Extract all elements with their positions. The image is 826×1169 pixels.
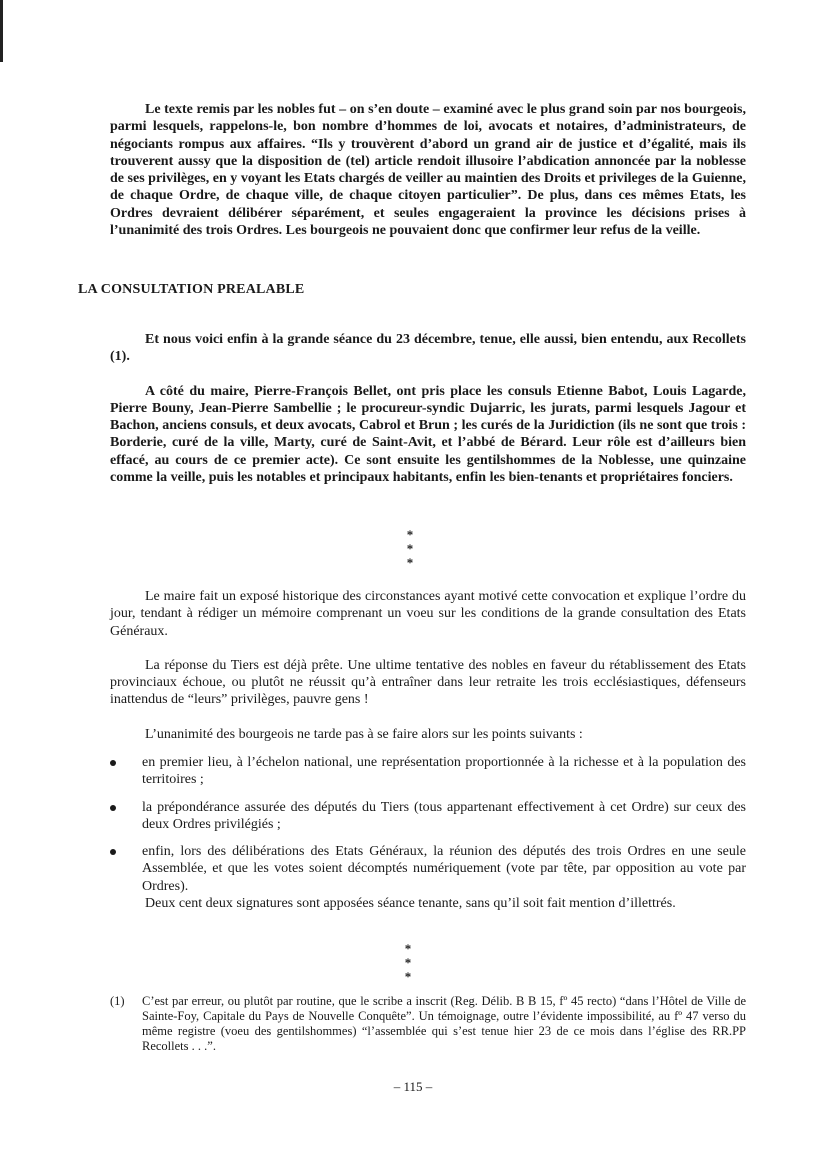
bullet-icon xyxy=(110,760,116,766)
page-number: – 115 – xyxy=(393,1079,433,1094)
intro-section xyxy=(110,101,746,239)
consultation-section xyxy=(110,331,746,486)
closing-section xyxy=(110,895,746,912)
meeting-section xyxy=(110,588,746,743)
paragraph-participants: A côté du maire, Pierre-François Bellet, ont pris place les consuls Etienne Babot, Louis Lagarde, Pierre Bouny, Jean-Pierre Sambellie ; le procureur-syndic Dujarric, les jurats, parmi lesquels Jagour et Bachon, anciens consuls, et deux avocats, Cabrol et Brun ; les curés de la Juridiction (ils ne sont que trois : Borderie, curé de la ville, Marty, curé de Saint-Avit, et l’abbé de Bérard. Leur rôle est d’ailleurs bien effacé, au cours de ce premier acte). Ce sont ensuite les gentilshommes de la Noblesse, une quinzaine comme la veille, puis les notables et principaux habitants, enfin les bien-tenants et propriétaires fonciers. xyxy=(110,383,746,486)
paragraph-unanimite: L’unanimité des bourgeois ne tarde pas à se faire alors sur les points suivants : xyxy=(145,726,583,742)
bullet-icon xyxy=(110,849,116,855)
paragraph-maire: Le maire fait un exposé historique des circonstances ayant motivé cette convocation et explique l’ordre du jour, tendant à rédiger un mémoire comprenant un voeu sur les conditions de la grande consultation des Etats Généraux. xyxy=(110,589,746,639)
points-list xyxy=(110,754,746,905)
paragraph-nobles-text: Le texte remis par les nobles fut – on s’en doute – examiné avec le plus grand soin par nos bourgeois, parmi lesquels, rappelons-le, bon nombre d’hommes de loi, avocats et notaires, d’administrateurs, de négociants rompus aux affaires. “Ils y trouvèrent d’abord un grand air de justice et d’égalité, mais ils trouverent aussy que la disposition de (tel) article rendoit illusoire l’abdication annoncée par la noblesse de ses privilèges, en y voyant les Etats chargés de veiller au maintien des Droits et privileges de la Guienne, de chaque Ordre, de chaque ville, de chaque citoyen particulier”. De plus, dans ces mêmes Etats, les Ordres devraient délibérer séparément, et seules engageraient la province les décisions prises à l’unanimité des trois Ordres. Les bourgeois ne pouvaient donc que confirmer leur refus de la veille. xyxy=(110,102,746,239)
paragraph-seance: Et nous voici enfin à la grande séance du 23 décembre, tenue, elle aussi, bien entendu, aux Recollets (1). xyxy=(110,332,746,365)
footnote xyxy=(110,994,746,1054)
list-item-text: en premier lieu, à l’échelon national, une représentation proportionnée à la richesse et à la population des territoires ; xyxy=(142,755,746,788)
asterism-top: * xyxy=(404,941,412,956)
bullet-icon xyxy=(110,805,116,811)
list-item xyxy=(110,754,746,789)
footnote-mark: (1) xyxy=(110,994,125,1008)
list-item xyxy=(110,843,746,895)
list-item-text: la prépondérance assurée des députés du Tiers (tous appartenant effectivement à cet Ordre) sur ceux des deux Ordres privilégiés ; xyxy=(142,799,746,832)
list-item xyxy=(110,799,746,834)
list-item-text: enfin, lors des délibérations des Etats Généraux, la réunion des députés des trois Ordres en une seule Assemblée, et que les votes soient décomptés numériquement (vote par tête, par opposition au vote par Ordres). xyxy=(142,844,746,894)
footnote-text: C’est par erreur, ou plutôt par routine, que le scribe a inscrit (Reg. Délib. B B 15, fº 45 recto) “dans l’Hôtel de Ville de Sainte-Foy, Capitale du Pays de Nouvelle Conquête”. Un témoignage, outre l’évidente impossibilité, au fº 47 verso du même registre (voeu des gentilshommes) “l’assemblée qui s’est tenue hier 23 de ce mois dans l’église des RR.PP Recollets . . .”. xyxy=(142,994,746,1053)
asterism-divider xyxy=(380,528,440,570)
binding-edge xyxy=(0,0,3,62)
asterism-divider-2 xyxy=(378,942,438,984)
asterism-bottom: * * xyxy=(406,541,432,570)
asterism-bottom: * * xyxy=(404,955,430,984)
paragraph-tiers: La réponse du Tiers est déjà prête. Une ultime tentative des nobles en faveur du rétablissement des Etats provinciaux échoue, ou plutôt ne réussit qu’à entraîner dans leur retraite les trois ecclésiastiques, défenseurs inattendus de “leurs” privilèges, pauvre gens ! xyxy=(110,657,746,708)
section-heading: LA CONSULTATION PREALABLE xyxy=(78,282,305,297)
asterism-top: * xyxy=(406,527,414,542)
paragraph-signatures: Deux cent deux signatures sont apposées séance tenante, sans qu’il soit fait mention d’illettrés. xyxy=(145,896,676,911)
